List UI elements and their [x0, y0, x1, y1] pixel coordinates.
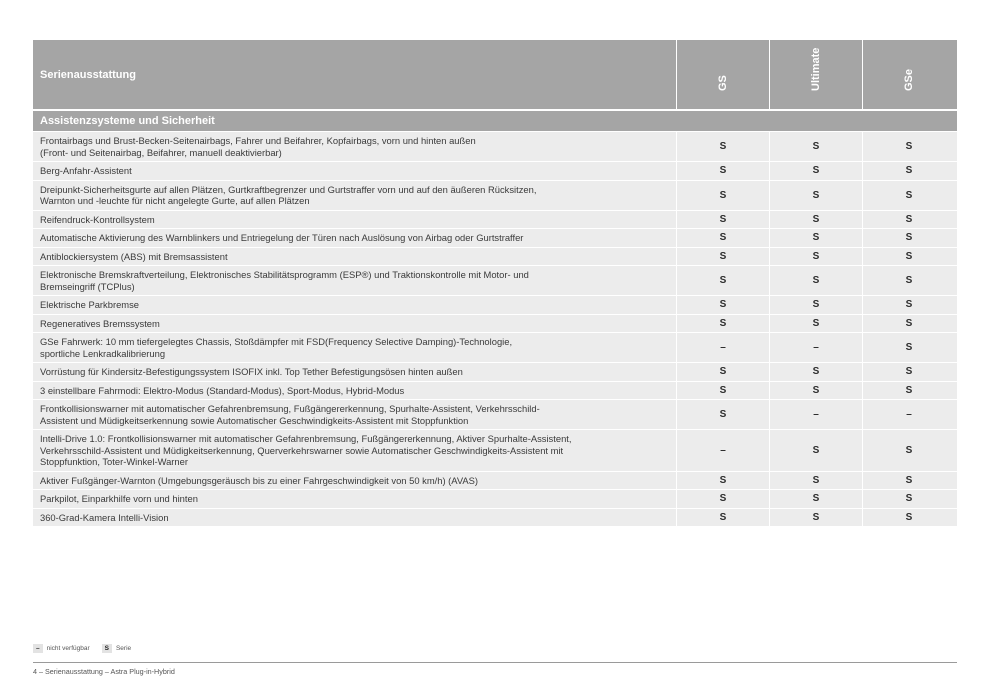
- value-gs: S: [676, 315, 769, 333]
- value-ultimate: S: [769, 132, 862, 161]
- feature-label: Antiblockiersystem (ABS) mit Bremsassistent: [40, 250, 228, 262]
- value-gs: S: [676, 248, 769, 266]
- value-ultimate: –: [769, 400, 862, 429]
- value-gs: S: [676, 400, 769, 429]
- value-ultimate: S: [769, 248, 862, 266]
- value-gs: S: [676, 472, 769, 490]
- value-ultimate: S: [769, 315, 862, 333]
- feature-label: Elektrische Parkbremse: [40, 299, 139, 310]
- value-gs: S: [676, 211, 769, 229]
- value-ultimate: S: [769, 363, 862, 381]
- value-gs: S: [676, 509, 769, 527]
- table-body: [33, 132, 957, 526]
- legend: [33, 644, 131, 653]
- table-row: [33, 266, 957, 295]
- value-ultimate: S: [769, 181, 862, 210]
- column-header-ultimate: Ultimate: [769, 40, 862, 109]
- feature-label: GSe Fahrwerk: 10 mm tiefergelegtes Chassis, Stoßdämpfer mit FSD(Frequency Selective Damping)-Technologie, sportliche Lenkradkalibrierung: [40, 336, 513, 359]
- feature-label: Vorrüstung für Kindersitz-Befestigungssystem ISOFIX inkl. Top Tether Befestigungsösen hinten außen: [40, 366, 463, 377]
- value-gse: S: [862, 266, 955, 295]
- value-gs: S: [676, 490, 769, 508]
- feature-label: 3 einstellbare Fahrmodi: Elektro-Modus (Standard-Modus), Sport-Modus, Hybrid-Modus: [40, 384, 405, 396]
- table-row: [33, 211, 957, 229]
- value-gse: S: [862, 509, 955, 527]
- table-row: [33, 490, 957, 508]
- legend-symbol-standard: S: [102, 644, 112, 653]
- table-row: [33, 132, 957, 161]
- value-gse: S: [862, 315, 955, 333]
- value-gs: S: [676, 266, 769, 295]
- value-gs: S: [676, 382, 769, 400]
- feature-label: Aktiver Fußgänger-Warnton (Umgebungsgeräusch bis zu einer Fahrgeschwindigkeit von 50 km/h) (AVAS): [40, 474, 479, 486]
- value-gse: S: [862, 181, 955, 210]
- value-ultimate: S: [769, 472, 862, 490]
- legend-symbol-not-available: –: [33, 644, 43, 653]
- feature-label: Frontairbags und Brust-Becken-Seitenairbags, Fahrer und Beifahrer, Kopfairbags, vorn und hinten außen (Front- und Seitenairbag, Beifahrer, manuell deaktivierbar): [40, 135, 476, 158]
- value-gs: S: [676, 132, 769, 161]
- table-row: [33, 363, 957, 381]
- value-gse: S: [862, 162, 955, 180]
- column-header-gs: GS: [676, 40, 769, 109]
- value-ultimate: S: [769, 430, 862, 471]
- table-header: [33, 40, 957, 109]
- value-gs: S: [676, 363, 769, 381]
- value-ultimate: S: [769, 266, 862, 295]
- value-ultimate: S: [769, 162, 862, 180]
- column-header-gse: GSe: [862, 40, 955, 109]
- page-footer: 4 – Serienausstattung – Astra Plug-in-Hybrid: [33, 667, 175, 676]
- value-gs: S: [676, 181, 769, 210]
- value-gse: S: [862, 490, 955, 508]
- table-row: [33, 382, 957, 400]
- value-ultimate: S: [769, 509, 862, 527]
- value-gse: S: [862, 333, 955, 362]
- value-gse: S: [862, 248, 955, 266]
- table-row: [33, 181, 957, 210]
- value-gse: S: [862, 296, 955, 314]
- feature-label: Elektronische Bremskraftverteilung, Elektronisches Stabilitätsprogramm (ESP®) und Traktionskontrolle mit Motor- und Bremseingriff (TCPlus): [40, 269, 529, 292]
- feature-label: Regeneratives Bremssystem: [40, 317, 160, 329]
- value-gse: S: [862, 229, 955, 247]
- value-gs: –: [676, 430, 769, 471]
- section-title: Assistenzsysteme und Sicherheit: [33, 111, 957, 131]
- legend-text-standard: Serie: [115, 645, 132, 652]
- table-row: [33, 333, 957, 362]
- value-ultimate: S: [769, 229, 862, 247]
- table-row: [33, 162, 957, 180]
- value-gse: S: [862, 211, 955, 229]
- value-gs: S: [676, 229, 769, 247]
- value-gse: S: [862, 430, 955, 471]
- feature-label: Dreipunkt-Sicherheitsgurte auf allen Plätzen, Gurtkraftbegrenzer und Gurtstraffer vorn und auf den äußeren Rücksitzen, Warnton und -leuchte für nicht angelegte Gurte, auf allen Plätzen: [40, 183, 537, 206]
- table-row: [33, 296, 957, 314]
- value-gse: S: [862, 382, 955, 400]
- value-ultimate: S: [769, 296, 862, 314]
- table-row: [33, 430, 957, 471]
- feature-label: Intelli-Drive 1.0: Frontkollisionswarner mit automatischer Gefahrenbremsung, Fußgängererkennung, Aktiver Spurhalte-Assistent, Verkehrsschild-Assistent und Müdigkeitserkennung, Querverkehrswarner sowie Automatischer Geschwindigkeits-Assistent mit Stoppfunktion, Toter-Winkel-Warner: [40, 433, 572, 467]
- feature-label: Frontkollisionswarner mit automatischer Gefahrenbremsung, Fußgängererkennung, Spurhalte-Assistent, Verkehrsschild- Assistent und Müdigkeitserkennung sowie Automatischer Geschwindigkeits-Assistent mit Stoppfunktion: [40, 403, 540, 426]
- legend-text-not-available: nicht verfügbar: [46, 645, 90, 652]
- footer-divider: [33, 662, 957, 663]
- value-ultimate: S: [769, 490, 862, 508]
- table-row: [33, 400, 957, 429]
- value-gs: S: [676, 162, 769, 180]
- table-row: [33, 248, 957, 266]
- table-row: [33, 472, 957, 490]
- value-ultimate: S: [769, 382, 862, 400]
- feature-label: 360-Grad-Kamera Intelli-Vision: [40, 511, 169, 523]
- value-ultimate: –: [769, 333, 862, 362]
- table-title: Serienausstattung: [40, 68, 136, 81]
- value-gse: S: [862, 363, 955, 381]
- value-gs: S: [676, 296, 769, 314]
- feature-label: Parkpilot, Einparkhilfe vorn und hinten: [40, 493, 198, 504]
- value-gs: –: [676, 333, 769, 362]
- table-row: [33, 315, 957, 333]
- equipment-table: [33, 40, 957, 526]
- table-row: [33, 509, 957, 527]
- value-gse: –: [862, 400, 955, 429]
- feature-label: Reifendruck-Kontrollsystem: [40, 213, 155, 225]
- table-row: [33, 229, 957, 247]
- value-gse: S: [862, 472, 955, 490]
- value-gse: S: [862, 132, 955, 161]
- feature-label: Automatische Aktivierung des Warnblinkers und Entriegelung der Türen nach Auslösung von Airbag oder Gurtstraffer: [40, 232, 524, 243]
- value-ultimate: S: [769, 211, 862, 229]
- feature-label: Berg-Anfahr-Assistent: [40, 165, 132, 176]
